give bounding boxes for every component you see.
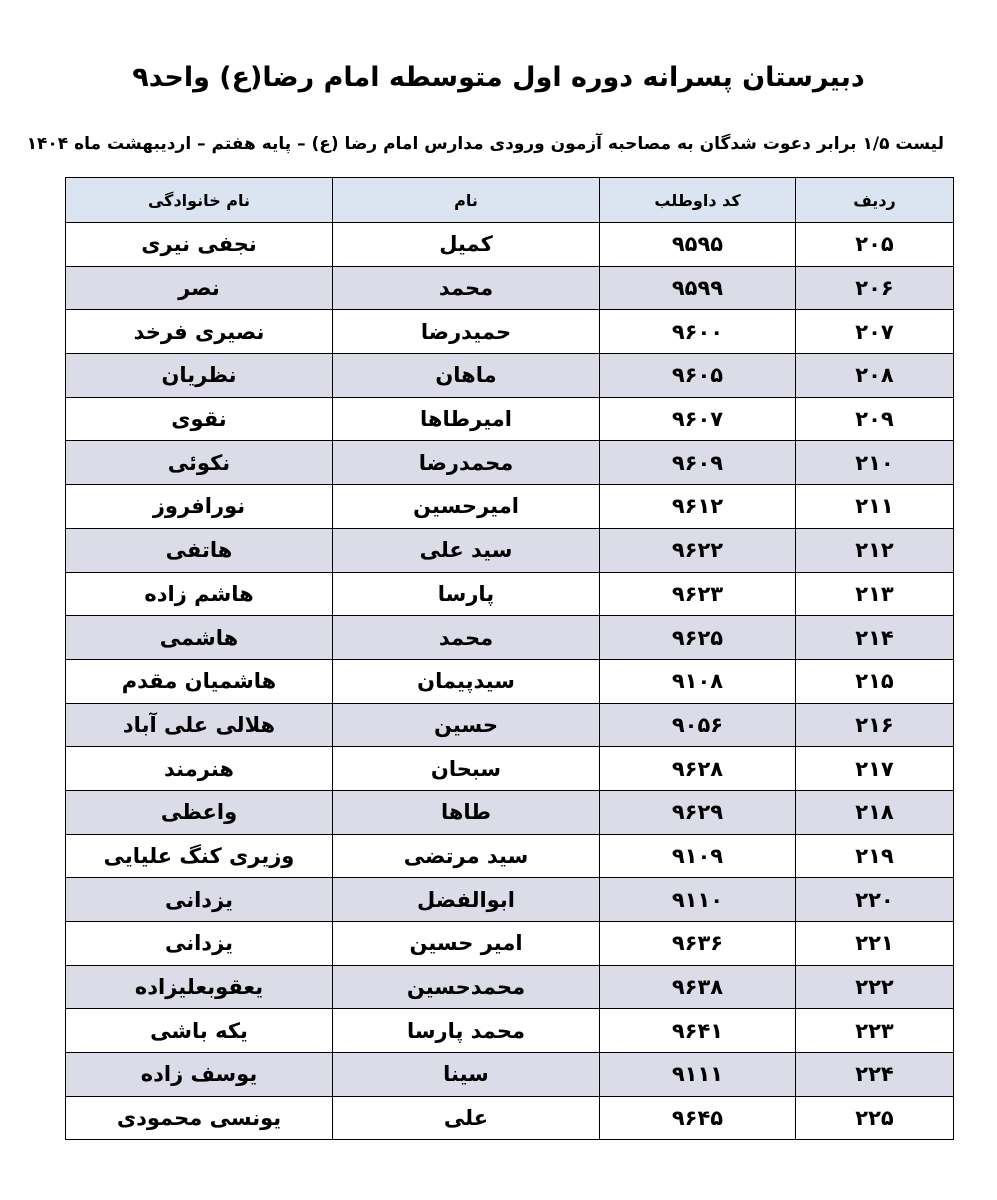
cell-candidate-code: ۹۵۹۵	[600, 223, 796, 267]
table-body	[66, 223, 954, 1140]
cell-row-number: ۲۱۳	[796, 572, 954, 616]
cell-candidate-code: ۹۶۳۸	[600, 965, 796, 1009]
cell-first-name: علی	[333, 1096, 600, 1140]
cell-row-number: ۲۲۰	[796, 878, 954, 922]
cell-first-name: محمد	[333, 266, 600, 310]
cell-first-name: محمد پارسا	[333, 1009, 600, 1053]
cell-last-name: یکه باشی	[66, 1009, 333, 1053]
cell-first-name: ابوالفضل	[333, 878, 600, 922]
cell-row-number: ۲۰۶	[796, 266, 954, 310]
cell-last-name: نورافروز	[66, 485, 333, 529]
table-row	[66, 397, 954, 441]
cell-first-name: سینا	[333, 1053, 600, 1097]
table-row	[66, 1009, 954, 1053]
cell-candidate-code: ۹۱۰۸	[600, 659, 796, 703]
cell-last-name: یونسی محمودی	[66, 1096, 333, 1140]
cell-candidate-code: ۹۶۰۹	[600, 441, 796, 485]
cell-last-name: وزیری کنگ علیایی	[66, 834, 333, 878]
table-row	[66, 703, 954, 747]
table-row	[66, 878, 954, 922]
table-row	[66, 266, 954, 310]
table-row	[66, 1053, 954, 1097]
cell-candidate-code: ۹۶۰۰	[600, 310, 796, 354]
cell-first-name: محمدحسین	[333, 965, 600, 1009]
cell-last-name: هاتفی	[66, 528, 333, 572]
candidates-table	[65, 177, 954, 1140]
cell-first-name: امیرحسین	[333, 485, 600, 529]
cell-candidate-code: ۹۱۱۰	[600, 878, 796, 922]
cell-last-name: هاشمی	[66, 616, 333, 660]
table-row	[66, 747, 954, 791]
table-row	[66, 659, 954, 703]
list-subtitle: لیست ۱/۵ برابر دعوت شدگان به مصاحبه آزمون ورودی مدارس امام رضا (ع) – پایه هفتم – اردیبهشت ماه ۱۴۰۴	[26, 134, 944, 154]
cell-last-name: یزدانی	[66, 878, 333, 922]
header-candidate-code: کد داوطلب	[600, 178, 796, 223]
cell-row-number: ۲۱۱	[796, 485, 954, 529]
cell-row-number: ۲۲۲	[796, 965, 954, 1009]
table-row	[66, 528, 954, 572]
cell-row-number: ۲۲۱	[796, 922, 954, 966]
cell-row-number: ۲۱۴	[796, 616, 954, 660]
header-first-name: نام	[333, 178, 600, 223]
cell-candidate-code: ۹۱۱۱	[600, 1053, 796, 1097]
cell-row-number: ۲۱۷	[796, 747, 954, 791]
table-row	[66, 922, 954, 966]
cell-candidate-code: ۹۶۱۲	[600, 485, 796, 529]
cell-first-name: سبحان	[333, 747, 600, 791]
cell-row-number: ۲۱۲	[796, 528, 954, 572]
cell-row-number: ۲۱۵	[796, 659, 954, 703]
table-row	[66, 310, 954, 354]
cell-row-number: ۲۱۹	[796, 834, 954, 878]
cell-last-name: هنرمند	[66, 747, 333, 791]
table-row	[66, 1096, 954, 1140]
cell-first-name: حسین	[333, 703, 600, 747]
table-row	[66, 572, 954, 616]
cell-last-name: یزدانی	[66, 922, 333, 966]
cell-first-name: محمد	[333, 616, 600, 660]
cell-first-name: امیر حسین	[333, 922, 600, 966]
cell-row-number: ۲۰۸	[796, 354, 954, 398]
cell-candidate-code: ۹۶۲۵	[600, 616, 796, 660]
table-row	[66, 441, 954, 485]
cell-last-name: واعظی	[66, 790, 333, 834]
cell-first-name: سید علی	[333, 528, 600, 572]
cell-first-name: حمیدرضا	[333, 310, 600, 354]
table-row	[66, 834, 954, 878]
cell-row-number: ۲۰۵	[796, 223, 954, 267]
header-row-number: ردیف	[796, 178, 954, 223]
cell-last-name: هاشم زاده	[66, 572, 333, 616]
cell-candidate-code: ۹۶۴۱	[600, 1009, 796, 1053]
cell-last-name: نظریان	[66, 354, 333, 398]
table-row	[66, 965, 954, 1009]
cell-last-name: هلالی علی آباد	[66, 703, 333, 747]
cell-first-name: محمدرضا	[333, 441, 600, 485]
cell-first-name: ماهان	[333, 354, 600, 398]
cell-candidate-code: ۹۶۲۳	[600, 572, 796, 616]
cell-candidate-code: ۹۶۳۶	[600, 922, 796, 966]
cell-last-name: نقوی	[66, 397, 333, 441]
cell-row-number: ۲۲۴	[796, 1053, 954, 1097]
cell-row-number: ۲۰۹	[796, 397, 954, 441]
cell-first-name: سید مرتضی	[333, 834, 600, 878]
cell-row-number: ۲۱۶	[796, 703, 954, 747]
cell-first-name: کمیل	[333, 223, 600, 267]
cell-last-name: یوسف زاده	[66, 1053, 333, 1097]
cell-last-name: نکوئی	[66, 441, 333, 485]
table-row	[66, 790, 954, 834]
cell-first-name: طاها	[333, 790, 600, 834]
table-row	[66, 223, 954, 267]
cell-last-name: نصر	[66, 266, 333, 310]
cell-candidate-code: ۹۶۲۲	[600, 528, 796, 572]
cell-first-name: سیدپیمان	[333, 659, 600, 703]
page-title: دبیرستان پسرانه دوره اول متوسطه امام رضا(ع) واحد۹	[132, 62, 865, 93]
cell-candidate-code: ۹۶۲۸	[600, 747, 796, 791]
cell-row-number: ۲۰۷	[796, 310, 954, 354]
table-row	[66, 485, 954, 529]
cell-first-name: امیرطاها	[333, 397, 600, 441]
table-header-row	[66, 178, 954, 223]
cell-candidate-code: ۹۶۰۵	[600, 354, 796, 398]
cell-candidate-code: ۹۶۲۹	[600, 790, 796, 834]
header-last-name: نام خانوادگی	[66, 178, 333, 223]
cell-first-name: پارسا	[333, 572, 600, 616]
cell-candidate-code: ۹۰۵۶	[600, 703, 796, 747]
table-row	[66, 616, 954, 660]
cell-last-name: هاشمیان مقدم	[66, 659, 333, 703]
cell-row-number: ۲۱۰	[796, 441, 954, 485]
cell-last-name: یعقوبعلیزاده	[66, 965, 333, 1009]
cell-candidate-code: ۹۵۹۹	[600, 266, 796, 310]
cell-candidate-code: ۹۱۰۹	[600, 834, 796, 878]
cell-row-number: ۲۲۵	[796, 1096, 954, 1140]
cell-row-number: ۲۱۸	[796, 790, 954, 834]
cell-row-number: ۲۲۳	[796, 1009, 954, 1053]
table-row	[66, 354, 954, 398]
cell-last-name: نجفی نیری	[66, 223, 333, 267]
cell-candidate-code: ۹۶۰۷	[600, 397, 796, 441]
cell-candidate-code: ۹۶۴۵	[600, 1096, 796, 1140]
cell-last-name: نصیری فرخد	[66, 310, 333, 354]
